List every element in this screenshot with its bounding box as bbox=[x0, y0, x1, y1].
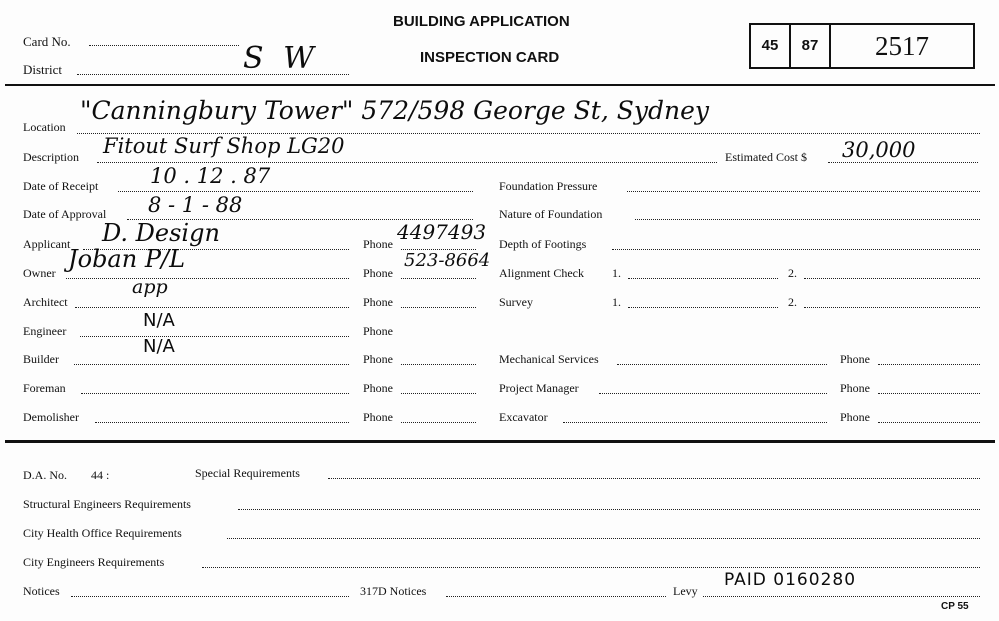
builder-phone-label: Phone bbox=[363, 352, 393, 366]
structural-engineers-field[interactable] bbox=[238, 509, 980, 510]
demolisher-phone-label: Phone bbox=[363, 410, 393, 424]
project-manager-label: Project Manager bbox=[499, 381, 579, 395]
demolisher-field[interactable] bbox=[95, 422, 349, 423]
da-no-value: 44 : bbox=[91, 468, 110, 482]
builder-label: Builder bbox=[23, 352, 59, 366]
estimated-cost-value: 30,000 bbox=[842, 138, 916, 162]
form-code: CP 55 bbox=[941, 601, 969, 612]
excavator-field[interactable] bbox=[563, 422, 827, 423]
survey-item1-label: 1. bbox=[612, 295, 621, 309]
mechanical-services-field[interactable] bbox=[617, 364, 827, 365]
engineer-label: Engineer bbox=[23, 324, 67, 338]
owner-phone-label: Phone bbox=[363, 266, 393, 280]
excavator-phone-label: Phone bbox=[840, 410, 870, 424]
builder-field[interactable] bbox=[74, 364, 349, 365]
header-divider bbox=[5, 84, 995, 86]
builder-phone-field[interactable] bbox=[401, 364, 476, 365]
date-of-receipt-value: 10 . 12 . 87 bbox=[150, 164, 271, 188]
depth-of-footings-field[interactable] bbox=[612, 249, 980, 250]
survey-label: Survey bbox=[499, 295, 533, 309]
architect-phone-field[interactable] bbox=[401, 307, 476, 308]
builder-value: N/A bbox=[143, 336, 175, 357]
foreman-phone-label: Phone bbox=[363, 381, 393, 395]
notices-label: Notices bbox=[23, 584, 60, 598]
alignment-check-item2-label: 2. bbox=[788, 266, 797, 280]
engineer-phone-label: Phone bbox=[363, 324, 393, 338]
district-label: District bbox=[23, 62, 62, 77]
demolisher-phone-field[interactable] bbox=[401, 422, 476, 423]
demolisher-label: Demolisher bbox=[23, 410, 79, 424]
foreman-label: Foreman bbox=[23, 381, 66, 395]
notices-317d-field[interactable] bbox=[446, 596, 666, 597]
description-field[interactable] bbox=[97, 162, 717, 163]
district-value: S W bbox=[243, 41, 319, 76]
applicant-label: Applicant bbox=[23, 237, 71, 251]
owner-label: Owner bbox=[23, 266, 56, 280]
mechanical-services-phone-label: Phone bbox=[840, 352, 870, 366]
foundation-pressure-label: Foundation Pressure bbox=[499, 179, 598, 193]
card-title-line2: INSPECTION CARD bbox=[420, 49, 560, 66]
project-manager-phone-field[interactable] bbox=[878, 393, 980, 394]
alignment-check-item1-label: 1. bbox=[612, 266, 621, 280]
owner-field[interactable] bbox=[66, 278, 349, 279]
levy-field[interactable] bbox=[703, 596, 980, 597]
alignment-check-item2-field[interactable] bbox=[804, 278, 980, 279]
date-of-receipt-label: Date of Receipt bbox=[23, 179, 99, 193]
mechanical-services-phone-field[interactable] bbox=[878, 364, 980, 365]
card-no-label: Card No. bbox=[23, 34, 71, 49]
foreman-field[interactable] bbox=[81, 393, 349, 394]
architect-phone-label: Phone bbox=[363, 295, 393, 309]
date-of-receipt-field[interactable] bbox=[118, 191, 473, 192]
survey-item2-label: 2. bbox=[788, 295, 797, 309]
levy-value: PAID 0160280 bbox=[724, 570, 857, 590]
city-health-field[interactable] bbox=[227, 538, 980, 539]
notices-317d-label: 317D Notices bbox=[360, 584, 427, 598]
levy-label: Levy bbox=[673, 584, 698, 598]
alignment-check-label: Alignment Check bbox=[499, 266, 584, 280]
section-divider bbox=[5, 440, 995, 443]
number-box-cell-1: 45 bbox=[761, 37, 779, 54]
foundation-pressure-field[interactable] bbox=[627, 191, 980, 192]
applicant-value: D. Design bbox=[102, 219, 220, 247]
owner-phone-field[interactable] bbox=[401, 278, 476, 279]
city-engineers-field[interactable] bbox=[202, 567, 980, 568]
owner-value: Joban P/L bbox=[68, 245, 185, 273]
date-of-approval-value: 8 - 1 - 88 bbox=[148, 193, 243, 217]
special-requirements-field[interactable] bbox=[328, 478, 980, 479]
applicant-phone-label: Phone bbox=[363, 237, 393, 251]
card-title-line1: BUILDING APPLICATION bbox=[393, 13, 570, 30]
special-requirements-label: Special Requirements bbox=[195, 466, 300, 480]
estimated-cost-label: Estimated Cost $ bbox=[725, 150, 807, 164]
description-value: Fitout Surf Shop LG20 bbox=[103, 134, 345, 158]
engineer-value: N/A bbox=[143, 310, 175, 331]
excavator-phone-field[interactable] bbox=[878, 422, 980, 423]
date-of-approval-label: Date of Approval bbox=[23, 207, 107, 221]
mechanical-services-label: Mechanical Services bbox=[499, 352, 599, 366]
notices-field[interactable] bbox=[71, 596, 349, 597]
engineer-field[interactable] bbox=[80, 336, 349, 337]
applicant-phone-value: 4497493 bbox=[397, 220, 487, 244]
project-manager-field[interactable] bbox=[599, 393, 827, 394]
city-health-label: City Health Office Requirements bbox=[23, 526, 182, 540]
da-no-label: D.A. No. bbox=[23, 468, 67, 482]
survey-item1-field[interactable] bbox=[628, 307, 778, 308]
foreman-phone-field[interactable] bbox=[401, 393, 476, 394]
card-no-field[interactable] bbox=[89, 45, 239, 46]
survey-item2-field[interactable] bbox=[804, 307, 980, 308]
owner-phone-value: 523-8664 bbox=[404, 250, 491, 271]
excavator-label: Excavator bbox=[499, 410, 548, 424]
location-value: "Canningbury Tower" 572/598 George St, Sydney bbox=[80, 96, 709, 125]
nature-of-foundation-label: Nature of Foundation bbox=[499, 207, 603, 221]
structural-engineers-label: Structural Engineers Requirements bbox=[23, 497, 191, 511]
depth-of-footings-label: Depth of Footings bbox=[499, 237, 587, 251]
project-manager-phone-label: Phone bbox=[840, 381, 870, 395]
nature-of-foundation-field[interactable] bbox=[635, 219, 980, 220]
card-number-box bbox=[749, 23, 975, 69]
city-engineers-label: City Engineers Requirements bbox=[23, 555, 165, 569]
alignment-check-item1-field[interactable] bbox=[628, 278, 778, 279]
architect-field[interactable] bbox=[75, 307, 349, 308]
number-box-cell-2: 87 bbox=[801, 37, 819, 54]
number-box-cell-3: 2517 bbox=[875, 31, 929, 61]
estimated-cost-field[interactable] bbox=[828, 162, 978, 163]
architect-value: app bbox=[132, 276, 168, 298]
architect-label: Architect bbox=[23, 295, 68, 309]
description-label: Description bbox=[23, 150, 79, 164]
location-label: Location bbox=[23, 120, 66, 134]
